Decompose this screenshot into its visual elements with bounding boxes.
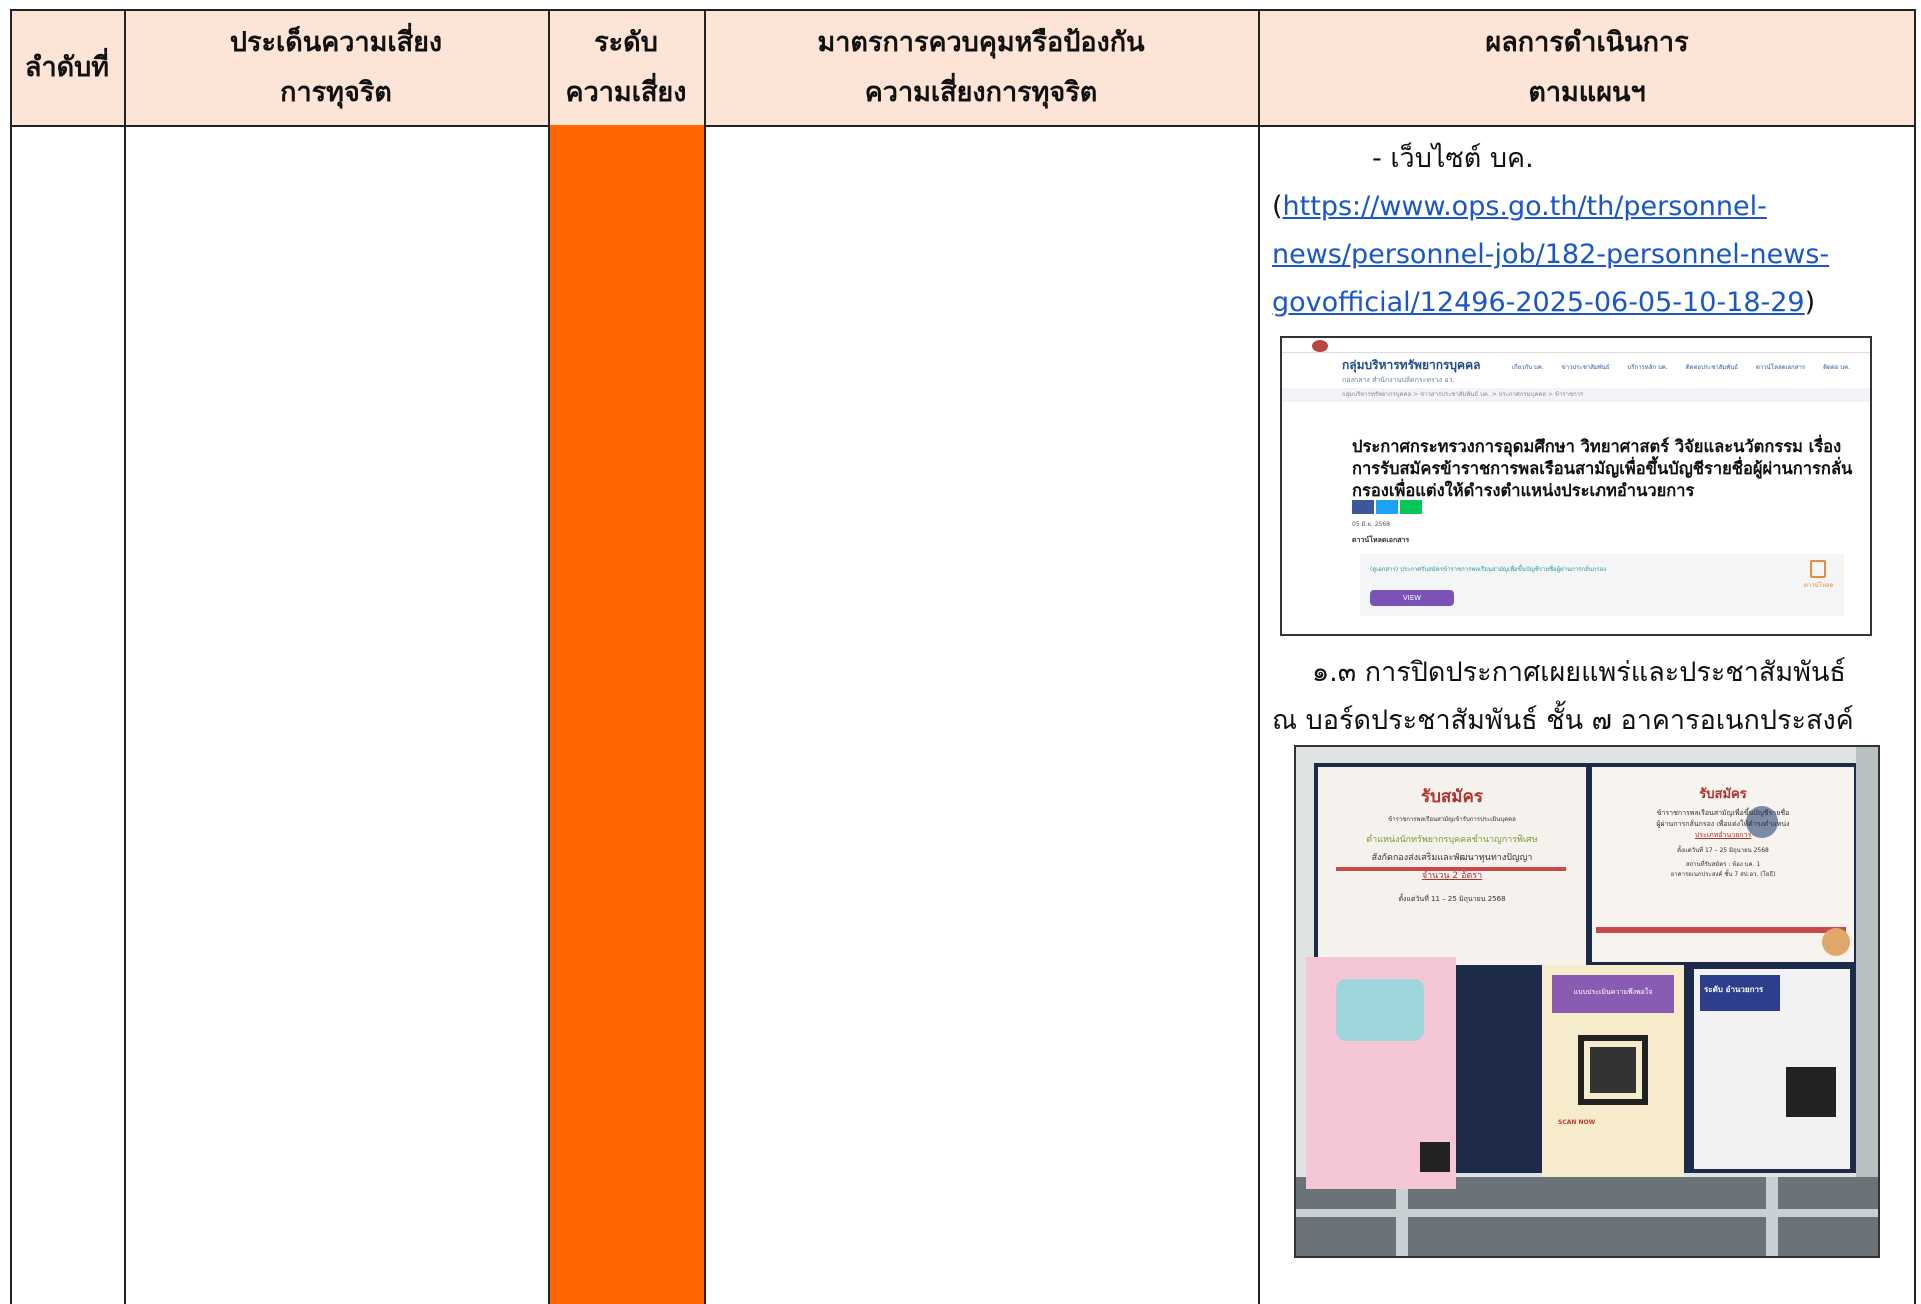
poster-right-line2: ผู้ผ่านการกลั่นกรอง เพื่อแต่งให้ดำรงตำแหน่ง (1656, 820, 1790, 828)
web-topbar (1282, 338, 1870, 353)
header-control-measure-line2: ความเสี่ยงการทุจริต (864, 77, 1098, 108)
website-screenshot-image (1280, 336, 1872, 636)
poster-left-line4: จำนวน 2 อัตรา (1421, 871, 1483, 881)
web-nav-item: บริการหลัก บค. (1627, 364, 1668, 371)
poster-right-text (1594, 783, 1852, 879)
web-file-text: (ดูเอกสาร) ประกาศรับสมัครข้าราชการพลเรือนสามัญเพื่อขึ้นบัญชีรายชื่อผู้ผ่านการกลั่นกรอง (1370, 566, 1607, 573)
table-border-right (1914, 9, 1916, 1304)
poster-left-line1: ข้าราชการพลเรือนสามัญเข้ารับการประเมินบุคคล (1388, 816, 1516, 823)
header-control-measure (704, 11, 1258, 125)
file-download-icon (1804, 560, 1832, 590)
facebook-share-icon (1352, 500, 1374, 514)
poster-right-line4: ตั้งแต่วันที่ 17 – 25 มิถุนายน 2568 (1677, 847, 1769, 854)
web-download-heading: ดาวน์โหลดเอกสาร (1352, 536, 1410, 544)
header-order-label: ลำดับที่ (24, 52, 110, 83)
header-risk-issue-line2: การทุจริต (280, 77, 392, 108)
poster-left-line2: ตำแหน่งนักทรัพยากรบุคคลชำนาญการพิเศษ (1366, 835, 1538, 845)
level-poster-title: ระดับ อำนวยการ (1704, 985, 1764, 994)
web-brand-subtitle: กองกลาง สำนักงานปลัดกระทรวง อว. (1342, 376, 1455, 384)
risk-level-indicator (549, 125, 704, 1304)
website-link-line3 (1272, 279, 1815, 327)
scan-now-label: SCAN NOW (1558, 1119, 1596, 1126)
poster-right-line6: อาคารอเนกประสงค์ ชั้น 7 สป.อว. (โยธี) (1670, 871, 1776, 878)
web-article-title (1352, 436, 1872, 502)
header-risk-level (548, 11, 704, 125)
header-result (1258, 11, 1916, 125)
web-breadcrumb: กลุ่มบริหารทรัพยากรบุคคล > ข่าวสารประชาสัมพันธ์ บค. > ประกาศกรมบุคคล > ข้าราชการ (1282, 388, 1870, 402)
table-border-col3 (548, 9, 550, 1304)
web-nav-item: เกี่ยวกับ บค. (1512, 364, 1544, 371)
web-nav-item: ข่าวประชาสัมพันธ์ (1561, 364, 1610, 371)
poster-right-line5: สถานที่รับสมัคร : ห้อง บค. 1 (1685, 861, 1761, 868)
poster-left-line5: ตั้งแต่วันที่ 11 – 25 มิถุนายน 2568 (1398, 895, 1506, 903)
table-border-left (10, 9, 12, 1304)
web-view-button: VIEW (1370, 590, 1454, 606)
header-control-measure-line1: มาตรการควบคุมหรือป้องกัน (817, 27, 1145, 58)
web-nav-item: ติดต่อประชาสัมพันธ์ (1685, 364, 1739, 371)
table-header (10, 9, 1916, 127)
poster-left-text (1320, 783, 1584, 905)
table-border-col4 (704, 9, 706, 1304)
header-risk-level-line1: ระดับ (594, 27, 658, 58)
bulletin-board-photo (1294, 745, 1880, 1258)
web-nav-item: ดาวน์โหลดเอกสาร (1756, 364, 1806, 371)
web-brand (1342, 356, 1480, 386)
ministry-logo-icon (1312, 340, 1328, 352)
web-file-box (1360, 554, 1844, 616)
poster-right-title: รับสมัคร (1699, 787, 1747, 802)
website-link-line2 (1272, 231, 1829, 279)
web-title-line1: ประกาศกระทรวงการอุดมศึกษา วิทยาศาสตร์ วิจัยและนวัตกรรม เรื่อง (1352, 437, 1842, 456)
header-risk-level-line2: ความเสี่ยง (565, 77, 687, 108)
line-share-icon (1400, 500, 1422, 514)
table-border-col2 (124, 9, 126, 1304)
result-item-1-3-line1: ๑.๓ การปิดประกาศเผยแพร่และประชาสัมพันธ์ (1312, 657, 1846, 688)
header-order (10, 11, 124, 125)
poster-left-line3: สังกัดกองส่งเสริมและพัฒนาทุนทางปัญญา (1371, 853, 1533, 863)
header-risk-issue-line1: ประเด็นความเสี่ยง (229, 27, 443, 58)
web-brand-title: กลุ่มบริหารทรัพยากรบุคคล (1342, 358, 1481, 372)
poster-right-line1: ข้าราชการพลเรือนสามัญเพื่อขึ้นบัญชีรายชื่อ (1656, 809, 1790, 817)
web-article-date: 05 มิ.ย. 2568 (1352, 521, 1391, 528)
paren-close: ) (1804, 287, 1816, 318)
website-link-part2[interactable]: news/personnel-job/182-personnel-news- (1272, 239, 1830, 270)
web-nav (1512, 362, 1850, 372)
web-title-line2: การรับสมัครข้าราชการพลเรือนสามัญเพื่อขึ้นบัญชีรายชื่อผู้ผ่านการกลั่น (1352, 459, 1853, 478)
header-result-line1: ผลการดำเนินการ (1485, 27, 1689, 58)
website-link-part3[interactable]: govofficial/12496-2025-06-05-10-18-29 (1272, 287, 1805, 318)
poster-right-line3: ประเภทอำนวยการ (1694, 831, 1752, 839)
header-result-line2: ตามแผนฯ (1528, 77, 1646, 108)
header-risk-issue (124, 11, 548, 125)
poster-left-title: รับสมัคร (1420, 787, 1483, 807)
table-border-col5 (1258, 9, 1260, 1304)
file-download-label: ดาวน์โหลด (1804, 582, 1834, 589)
paren-open: ( (1272, 191, 1283, 222)
survey-poster-title: แบบประเมินความพึงพอใจ (1573, 988, 1653, 996)
result-item-1-3-line2: ณ บอร์ดประชาสัมพันธ์ ชั้น ๗ อาคารอเนกประสงค์ (1272, 705, 1854, 736)
website-link-line1 (1272, 183, 1767, 231)
twitter-share-icon (1376, 500, 1398, 514)
web-title-line3: กรองเพื่อแต่งให้ดำรงตำแหน่งประเภทอำนวยการ (1352, 481, 1695, 500)
web-nav-item: ติดต่อ บค. (1823, 364, 1850, 371)
website-label: - เว็บไซต์ บค. (1372, 143, 1534, 174)
website-link-part1[interactable]: https://www.ops.go.th/th/personnel- (1282, 191, 1767, 222)
